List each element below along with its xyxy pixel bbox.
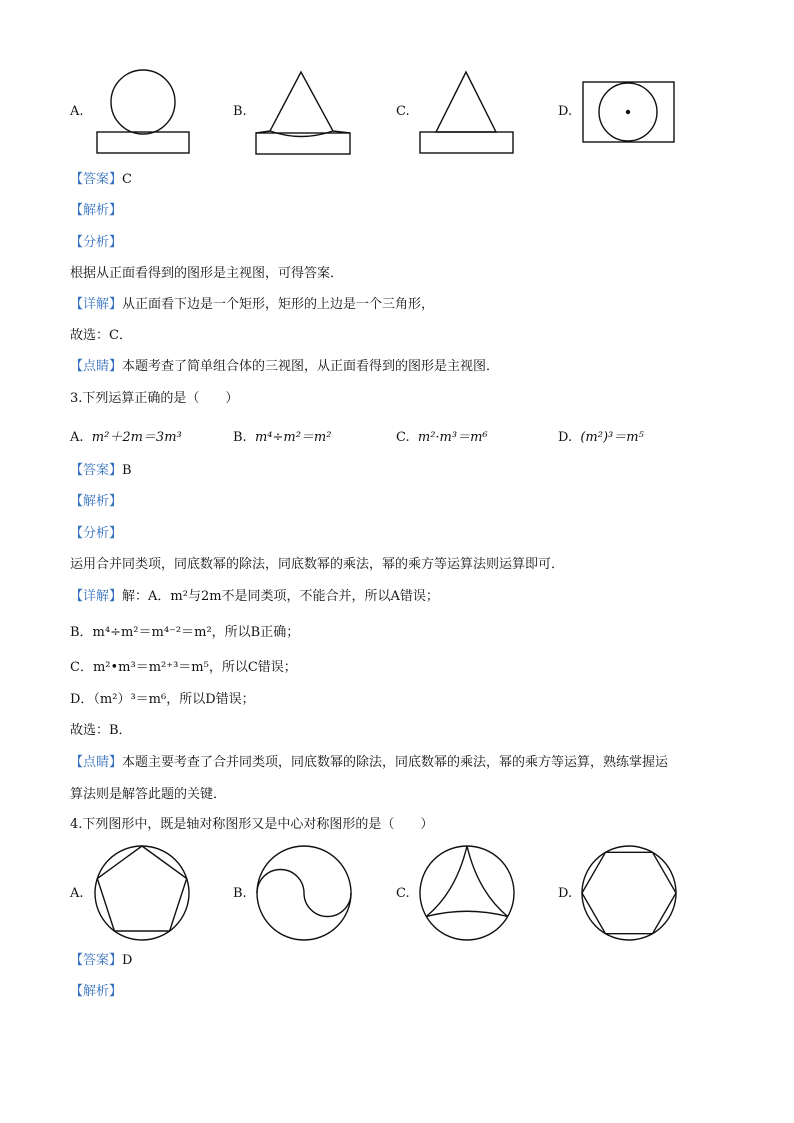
q4-option-a-label: A. [70,886,84,901]
answer-tag: 【答案】 [70,463,123,478]
q4-b-s-curve [257,870,351,917]
q3-option-a-expr: m²＋2m＝3m³ [91,430,182,445]
answer-tag: 【答案】 [70,953,123,968]
q3-option-a-letter: A. [70,430,84,445]
q3-jiexi-heading: 【解析】 [70,494,123,509]
q4-jiexi-heading: 【解析】 [70,984,123,999]
q3-option-d-letter: D. [558,430,573,445]
q4-c-curved-triangle [426,846,507,917]
q2-option-b-label: B. [233,104,247,119]
q3-title: 3.下列运算正确的是（ ） [70,391,239,406]
q3-option-d-expr: (m²)³＝m⁵ [580,430,644,445]
answer-value: B [122,463,132,478]
xiangjie-tag: 【详解】 [70,297,123,312]
q2-fenxi-text: 根据从正面看得到的图形是主视图，可得答案． [70,266,344,281]
dianjing-text-1: 本题主要考查了合并同类项，同底数幂的除法，同底数幂的乘法，幂的乘方等运算，熟练掌握运 [122,755,669,770]
q3-xiangjie-c: C．m²•m³＝m²⁺³＝m⁵，所以C错误； [70,660,297,675]
xiangjie-text-a: 解：A．m²与2m不是同类项，不能合并，所以A错误； [122,589,439,604]
q3-dianjing-2: 算法则是解答此题的关键． [70,787,227,802]
q2-option-c-label: C. [396,104,410,119]
q2-option-d-label: D. [558,104,573,119]
q4-d-hexagon [582,852,676,933]
q4-c-circle [420,846,514,940]
q4-answer [70,952,132,970]
q3-option-c-expr: m²·m³＝m⁶ [417,430,488,445]
q4-figure-a [95,846,189,940]
q4-option-c-label: C. [396,886,410,901]
q4-option-d-label: D. [558,886,573,901]
q3-option-c-letter: C. [396,430,410,445]
q2-choice: 故选：C． [70,328,132,343]
q4-option-b-label: B. [233,886,247,901]
q4-d-circle [582,846,676,940]
q3-option-b-letter: B. [233,430,247,445]
q3-fenxi-text: 运用合并同类项，同底数幂的除法，同底数幂的乘法，幂的乘方等运算法则运算即可． [70,557,565,572]
dianjing-text: 本题考查了简单组合体的三视图，从正面看得到的图形是主视图． [122,359,500,374]
q4-a-circle [95,846,189,940]
answer-tag: 【答案】 [70,172,123,187]
xiangjie-text: 从正面看下边是一个矩形，矩形的上边是一个三角形， [122,297,435,312]
q3-option-b-expr: m⁴÷m²＝m² [254,430,332,445]
dianjing-tag: 【点睛】 [70,755,123,770]
q4-title: 4.下列图形中，既是轴对称图形又是中心对称图形的是（ ） [70,817,434,832]
q2-option-a-label: A. [70,104,84,119]
q3-fenxi-heading: 【分析】 [70,526,123,541]
q2-fenxi-heading: 【分析】 [70,235,123,250]
q3-choice: 故选：B． [70,723,132,738]
dianjing-tag: 【点睛】 [70,359,123,374]
xiangjie-tag: 【详解】 [70,589,123,604]
q3-xiangjie-d: D．（m²）³＝m⁶，所以D错误； [70,692,255,707]
answer-value: D [122,953,133,968]
q4-figure-b [257,846,351,940]
q4-figure-d [582,846,676,940]
q2-jiexi-heading: 【解析】 [70,203,123,218]
answer-value: C [122,172,132,187]
q4-figure-c [420,846,514,940]
q3-xiangjie-b: B．m⁴÷m²＝m⁴⁻²＝m²，所以B正确； [70,625,300,640]
